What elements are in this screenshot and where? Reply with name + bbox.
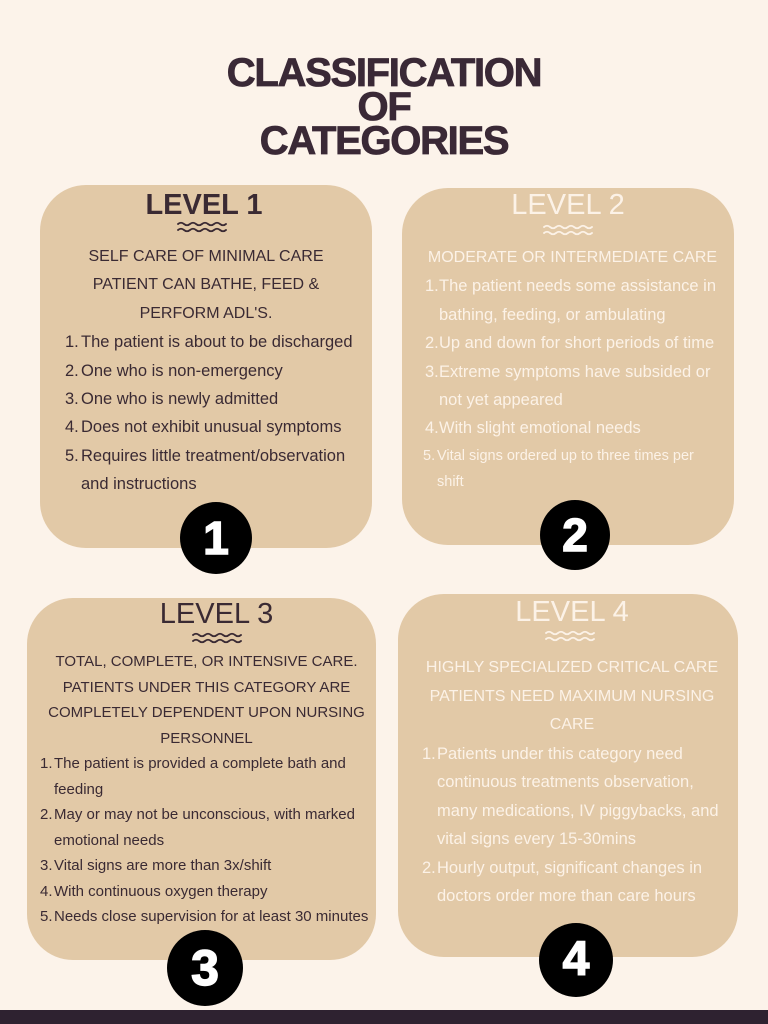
description-line: PERSONNEL xyxy=(160,729,253,747)
list-number: 2. xyxy=(40,806,53,823)
list-item xyxy=(402,329,734,357)
level-title: LEVEL 1 xyxy=(145,189,263,221)
description-line: MODERATE OR INTERMEDIATE CARE xyxy=(427,249,718,266)
level-2-card xyxy=(402,188,734,545)
list-item xyxy=(40,442,372,499)
wave-divider-icon xyxy=(192,632,242,644)
list-text-line: Requires little treatment/observation xyxy=(81,446,346,465)
description-line: PATIENT CAN BATHE, FEED & xyxy=(92,276,320,294)
list-text-line: Up and down for short periods of time xyxy=(439,334,715,353)
list-text-line: Extreme symptoms have subsided or xyxy=(439,362,711,381)
list-number: 1. xyxy=(422,744,436,763)
list-text xyxy=(81,385,278,413)
list-text-line: With continuous oxygen therapy xyxy=(54,882,268,900)
page-title-line: CATEGORIES xyxy=(259,119,509,163)
list-text-line: With slight emotional needs xyxy=(439,419,641,438)
level-3-card xyxy=(27,598,376,960)
level-title: LEVEL 4 xyxy=(515,596,629,628)
level-1-number-badge: 1 xyxy=(180,502,252,574)
description-line: CARE xyxy=(549,716,595,733)
page-title xyxy=(0,51,768,163)
list-text xyxy=(437,740,719,854)
list-text-line: emotional needs xyxy=(54,831,165,849)
list-text-line: The patient is about to be discharged xyxy=(81,333,353,352)
level-description xyxy=(398,654,738,740)
level-4-card xyxy=(398,594,738,957)
list-number: 1. xyxy=(40,755,53,772)
list-text-line: Patients under this category need xyxy=(437,744,683,763)
wave-divider-icon xyxy=(177,221,227,233)
level-4-number-badge: 4 xyxy=(539,923,613,997)
list-text-line: not yet appeared xyxy=(439,391,563,410)
list-number: 4. xyxy=(65,418,79,437)
list-item xyxy=(40,357,372,385)
list-text-line: vital signs every 15-30mins xyxy=(437,830,636,848)
description-line: SELF CARE OF MINIMAL CARE xyxy=(88,248,324,265)
level-body xyxy=(398,654,738,911)
list-number: 4. xyxy=(425,419,439,438)
level-description xyxy=(402,244,734,272)
footer-bar xyxy=(0,1010,768,1024)
level-title: LEVEL 2 xyxy=(511,189,625,221)
list-text xyxy=(439,414,641,442)
list-number: 2. xyxy=(65,361,79,380)
list-number: 3. xyxy=(425,362,439,381)
level-1-card xyxy=(40,185,372,548)
wave-divider-svg xyxy=(543,224,593,236)
list-item xyxy=(40,385,372,413)
list-text xyxy=(439,358,710,415)
list-text xyxy=(54,879,267,905)
wave-divider-icon xyxy=(543,224,593,236)
list-item xyxy=(402,358,734,415)
description-line: PATIENTS UNDER THIS CATEGORY ARE xyxy=(62,678,351,696)
list-item xyxy=(27,853,376,879)
page-title-line: CLASSIFICATION xyxy=(226,51,542,95)
list-item xyxy=(40,413,372,441)
list-text xyxy=(54,751,346,802)
list-text-line: Vital signs ordered up to three times per xyxy=(437,447,694,464)
list-text xyxy=(439,272,716,329)
description-line: HIGHLY SPECIALIZED CRITICAL CARE xyxy=(425,659,719,676)
list-item xyxy=(398,854,738,911)
wave-divider-svg xyxy=(192,632,242,644)
list-text xyxy=(437,443,694,495)
list-text xyxy=(54,904,368,930)
list-text xyxy=(81,357,283,385)
wave-divider-svg xyxy=(177,221,227,233)
list-number: 2. xyxy=(425,334,439,353)
list-text-line: feeding xyxy=(54,780,104,798)
list-item xyxy=(398,740,738,854)
description-line: PATIENTS NEED MAXIMUM NURSING xyxy=(429,687,715,705)
description-line: COMPLETELY DEPENDENT UPON NURSING xyxy=(48,704,365,721)
list-text-line: Vital signs are more than 3x/shift xyxy=(54,857,272,874)
list-text-line: The patient needs some assistance in xyxy=(439,277,716,296)
level-body xyxy=(40,243,372,499)
list-item xyxy=(27,802,376,853)
list-number: 3. xyxy=(40,857,53,874)
list-text-line: doctors order more than care hours xyxy=(437,887,696,905)
level-2-number-badge: 2 xyxy=(540,500,610,570)
description-line: PERFORM ADL'S. xyxy=(139,304,273,322)
list-text xyxy=(54,802,355,853)
list-number: 4. xyxy=(40,882,53,900)
level-3-number-badge: 3 xyxy=(167,930,243,1006)
page-title-line: OF xyxy=(357,85,411,129)
level-body xyxy=(27,649,376,930)
list-number: 1. xyxy=(425,277,439,296)
list-item xyxy=(27,904,376,930)
list-item xyxy=(402,443,734,495)
list-text-line: and instructions xyxy=(81,475,197,494)
list-text-line: The patient is provided a complete bath and xyxy=(54,755,346,772)
list-number: 2. xyxy=(422,858,436,877)
list-text xyxy=(81,442,345,499)
wave-divider-icon xyxy=(545,630,595,642)
list-text xyxy=(81,413,341,441)
list-text xyxy=(54,853,271,879)
list-item xyxy=(402,414,734,442)
list-number: 5. xyxy=(423,447,436,464)
list-text-line: bathing, feeding, or ambulating xyxy=(439,305,666,324)
list-number: 3. xyxy=(65,390,79,409)
list-item xyxy=(27,879,376,905)
list-text xyxy=(437,854,702,911)
list-text-line: Does not exhibit unusual symptoms xyxy=(81,418,342,437)
list-text xyxy=(81,328,353,356)
wave-divider-svg xyxy=(545,630,595,642)
level-description xyxy=(40,243,372,328)
list-text-line: many medications, IV piggybacks, and xyxy=(437,801,719,820)
list-text-line: shift xyxy=(437,473,464,490)
level-title: LEVEL 3 xyxy=(159,598,274,630)
list-number: 5. xyxy=(65,446,79,465)
level-body xyxy=(402,244,734,495)
list-item xyxy=(40,328,372,356)
list-item xyxy=(27,751,376,802)
list-text-line: Hourly output, significant changes in xyxy=(437,858,703,877)
list-text-line: One who is non-emergency xyxy=(81,361,283,380)
list-text-line: May or may not be unconscious, with marked xyxy=(54,806,355,823)
list-text xyxy=(439,329,714,357)
level-description xyxy=(27,649,376,751)
list-text-line: One who is newly admitted xyxy=(81,390,279,409)
list-number: 5. xyxy=(40,908,53,925)
list-number: 1. xyxy=(65,333,79,352)
list-text-line: Needs close supervision for at least 30 minutes xyxy=(54,908,369,925)
description-line: TOTAL, COMPLETE, OR INTENSIVE CARE. xyxy=(55,653,358,670)
list-text-line: continuous treatments observation, xyxy=(437,773,694,791)
list-item xyxy=(402,272,734,329)
